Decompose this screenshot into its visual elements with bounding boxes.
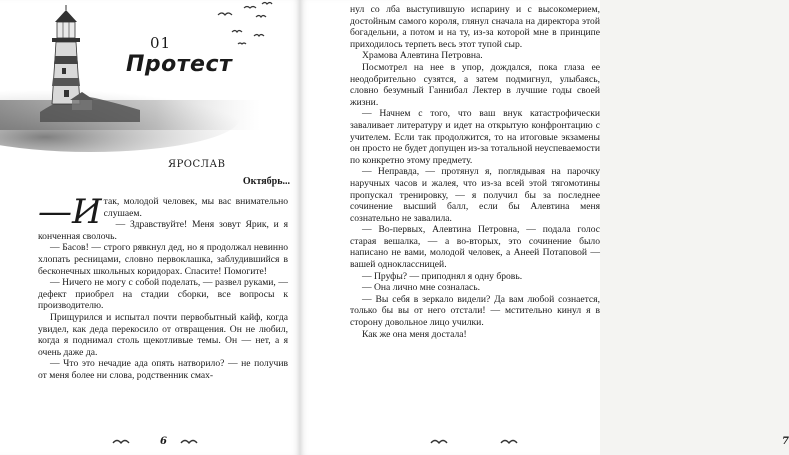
first-paragraph-text: так, молодой человек, мы вас внимательно слушаем. [103,196,288,219]
paragraph: — Неправда, — протянул я, поглядывая на парочку наручных часов и жалея, что из-за всей этой тягомотины пропускал тренировку, — я получил бы за последнее сочинение высший балл, если бы Алевтина меня сознательно не завалила. [350,166,600,224]
page-number: 7 [782,436,789,447]
seagull-icon [112,437,134,447]
chapter-number: 01 [150,34,172,52]
left-body-text [38,192,288,382]
paragraph: — Пруфы? — приподнял я одну бровь. [362,270,523,282]
dateline: Октябрь... [242,176,290,187]
paragraph: Как же она меня достала! [362,328,467,340]
paragraph: — Ничего не могу с собой поделать, — развел руками, — дефект приобрел на стадии сборки, все вопросы к производителю. [38,277,288,312]
paragraph: Прищурился и испытал почти первобытный кайф, когда увидел, как деда перекосило от отвращения. Он не любил, когда я поднимал столь щекотливые темы. Он — нет, а я очень даже да. [38,311,288,358]
continued-paragraph: нул со лба выступившую испарину и с высокомерием, достойным самого короля, глянул сначала на директора этой богадельни, а потом и на ту, из-за которой мне в принципе приходилось терпеть весь этот тупой сыр. [350,4,600,50]
page-number: 6 [160,436,167,447]
left-page [0,0,300,455]
paragraph: Посмотрел на нее в упор, дождался, пока глаза ее неодобрительно сузятся, а затем подмигнул, улыбаясь, словно безумный Ганнибал Лектер в лучшие годы своей жизни. [350,61,600,108]
seagull-icon [500,437,522,447]
paragraph: Храмова Алевтина Петровна. [362,50,483,62]
narrator-heading: ЯРОСЛАВ [168,159,226,170]
drop-cap: —И [38,192,102,232]
paragraph: — Вы себя в зеркало видели? Да вам любой сознается, только бы вы от него отстали! — мстительно кинул я в сторону довольное лицо училки. [350,293,600,329]
paragraph: — Басов! — строго рявкнул дед, но я продолжал невинно хлопать ресницами, словно первоклашка, заблудившийся в бесконечных школьных коридорах. Спасите! Помогите! [38,242,288,277]
paragraph: — Что это нечадие ада опять натворило? — не получив от меня более ни слова, родственник смах- [38,358,288,381]
seagull-icon [180,437,202,447]
chapter-title: Протест [126,52,233,77]
seagull-icon [430,437,452,447]
paragraph: — Она лично мне созналась. [362,282,481,294]
paragraph: — Начнем с того, что ваш внук катастрофически заваливает литературу и идет на открытую конфронтацию с учителем. Если так продолжится, то на итоговые экзамены он просто не будет допущен из-за тотальной неуспеваемости по конкретно этому предмету. [350,108,600,166]
right-body-text [350,4,600,340]
paragraph: — Во-первых, Алевтина Петровна, — подала голос старая вешалка, — а во-вторых, это сочинение было написано не вами, молодой человек, а Анеей Потаповой — вашей одноклассницей. [350,224,600,271]
paragraph: — Здравствуйте! Меня зовут Ярик, и я конченная сволочь. [38,219,288,242]
